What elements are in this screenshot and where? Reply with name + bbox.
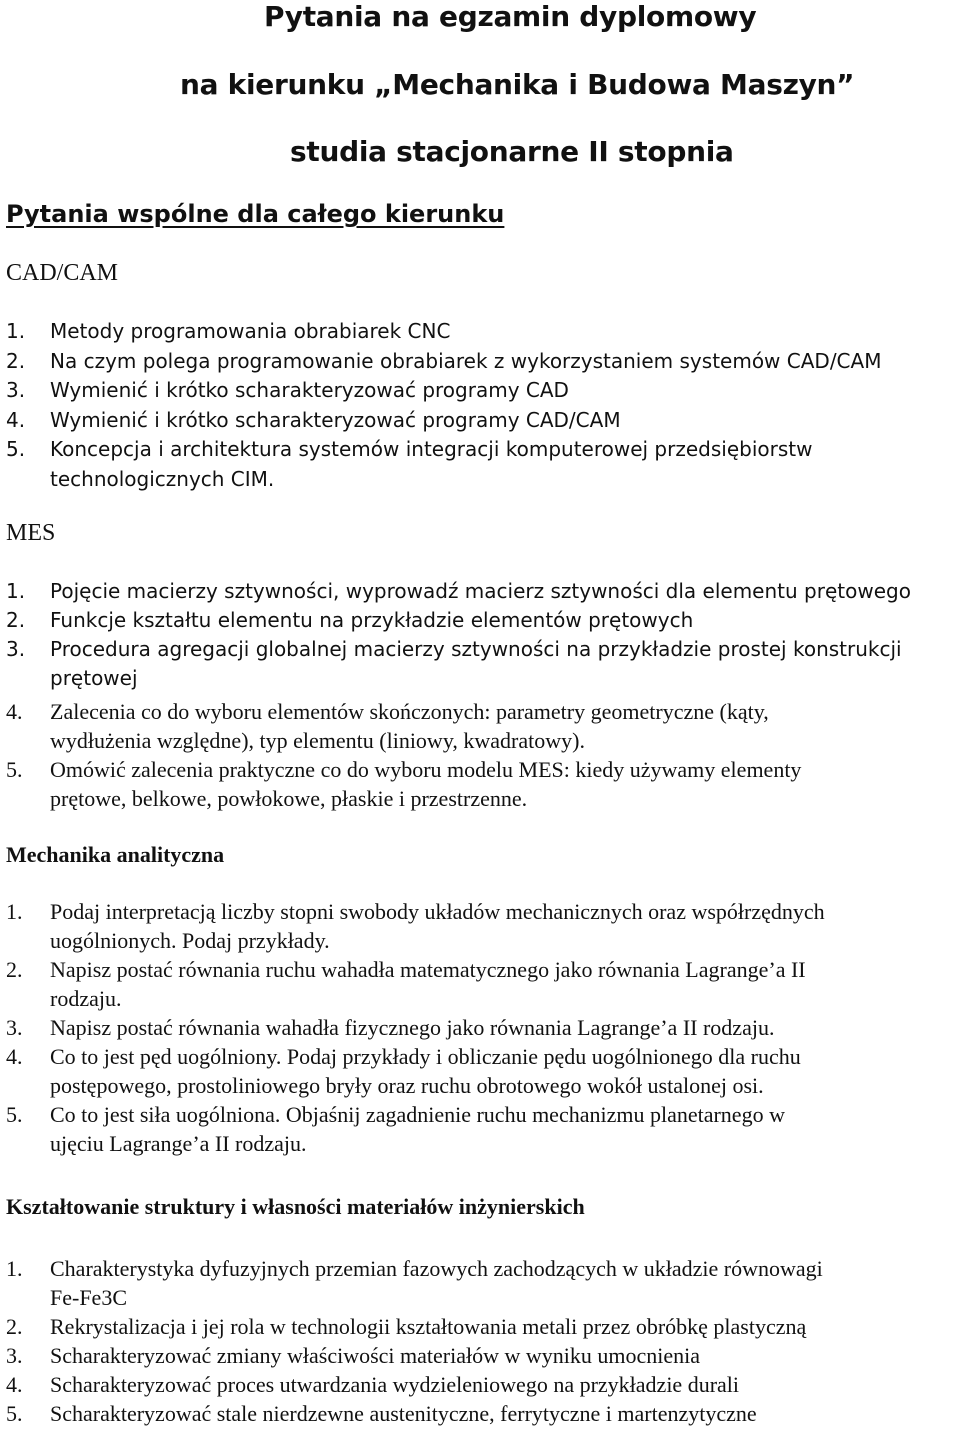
list-item — [6, 955, 825, 1013]
question-text: Napisz postać równania wahadła fizycznego jako równania Lagrange’a II rodzaju. — [50, 1015, 775, 1040]
question-number: 3. — [6, 1015, 23, 1040]
question-list-mechanics — [6, 897, 825, 1158]
question-number: 3. — [6, 1343, 23, 1368]
question-number: 2. — [6, 608, 26, 632]
list-item — [6, 406, 881, 436]
question-number: 4. — [6, 699, 23, 724]
question-text: Scharakteryzować proces utwardzania wydzieleniowego na przykładzie durali — [50, 1372, 740, 1397]
question-text: Zalecenia co do wyboru elementów skończonych: parametry geometryczne (kąty, wydłużenia względne), typ elementu (liniowy, kwadratowy). — [50, 699, 769, 753]
question-text: Na czym polega programowanie obrabiarek z wykorzystaniem systemów CAD/CAM — [50, 348, 882, 373]
common-section-heading: Pytania wspólne dla całego kierunku — [6, 200, 505, 228]
list-item — [6, 317, 881, 347]
list-item — [6, 635, 911, 693]
question-text: Procedura agregacji globalnej macierzy sztywności na przykładzie prostej konstrukcji prętowej — [50, 637, 902, 690]
question-text: Koncepcja i architektura systemów integracji komputerowej przedsiębiorstw technologicznych CIM. — [50, 437, 813, 491]
question-number: 2. — [6, 957, 23, 982]
list-item — [6, 1100, 825, 1158]
list-item — [6, 697, 801, 755]
question-number: 4. — [6, 407, 26, 432]
list-item — [6, 1399, 823, 1428]
question-number: 1. — [6, 579, 26, 603]
list-item — [6, 1254, 823, 1312]
question-number: 5. — [6, 1102, 23, 1127]
subject-heading-materials: Kształtowanie struktury i własności materiałów inżynierskich — [6, 1194, 585, 1219]
question-text: Napisz postać równania ruchu wahadła matematycznego jako równania Lagrange’a II rodzaju. — [50, 957, 806, 1011]
question-text: Wymienić i krótko scharakteryzować programy CAD — [50, 378, 569, 402]
question-text: Omówić zalecenia praktyczne co do wyboru modelu MES: kiedy używamy elementy prętowe, belkowe, powłokowe, płaskie i przestrzenne. — [50, 757, 802, 811]
subject-heading-mechanics: Mechanika analityczna — [6, 842, 225, 867]
subject-heading-cadcam: CAD/CAM — [6, 260, 119, 286]
document-field: na kierunku „Mechanika i Budowa Maszyn” — [180, 68, 855, 101]
list-item — [6, 1370, 823, 1399]
list-item — [6, 1341, 823, 1370]
question-number: 4. — [6, 1372, 23, 1397]
question-text: Charakterystyka dyfuzyjnych przemian fazowych zachodzących w układzie równowagi Fe-Fe3C — [50, 1256, 823, 1310]
question-text: Podaj interpretacją liczby stopni swobody układów mechanicznych oraz współrzędnych uogólnionych. Podaj przykłady. — [50, 899, 825, 953]
list-item — [6, 577, 911, 606]
list-item — [6, 897, 825, 955]
question-number: 1. — [6, 899, 23, 924]
question-number: 3. — [6, 378, 26, 402]
question-text: Scharakteryzować zmiany właściwości materiałów w wyniku umocnienia — [50, 1343, 700, 1368]
question-text: Wymienić i krótko scharakteryzować programy CAD/CAM — [50, 407, 621, 432]
document-title: Pytania na egzamin dyplomowy — [264, 0, 757, 33]
question-number: 2. — [6, 348, 26, 373]
question-text: Funkcje kształtu elementu na przykładzie elementów prętowych — [50, 608, 694, 632]
list-item — [6, 755, 801, 813]
subject-heading-mes: MES — [6, 520, 56, 546]
question-number: 1. — [6, 319, 26, 343]
question-number: 5. — [6, 757, 23, 782]
question-number: 5. — [6, 437, 26, 461]
question-text: Scharakteryzować stale nierdzewne austenityczne, ferrytyczne i martenzytyczne — [50, 1401, 757, 1426]
list-item — [6, 1013, 825, 1042]
question-number: 2. — [6, 1314, 23, 1339]
question-list-mes-continued — [6, 697, 801, 813]
question-number: 3. — [6, 637, 26, 661]
question-number: 5. — [6, 1401, 23, 1426]
list-item — [6, 435, 881, 494]
list-item — [6, 1312, 823, 1341]
question-text: Co to jest pęd uogólniony. Podaj przykłady i obliczanie pędu uogólnionego dla ruchu postępowego, prostoliniowego bryły oraz ruchu obrotowego wokół ustalonej osi. — [50, 1044, 801, 1098]
list-item — [6, 376, 881, 406]
question-number: 4. — [6, 1044, 23, 1069]
question-list-materials — [6, 1254, 823, 1428]
question-number: 1. — [6, 1256, 23, 1281]
list-item — [6, 606, 911, 635]
question-list-mes — [6, 577, 911, 693]
list-item — [6, 347, 881, 377]
question-list-cadcam — [6, 317, 881, 494]
document-mode: studia stacjonarne II stopnia — [290, 135, 734, 168]
question-text: Co to jest siła uogólniona. Objaśnij zagadnienie ruchu mechanizmu planetarnego w ujęciu Lagrange’a II rodzaju. — [50, 1102, 785, 1156]
list-item — [6, 1042, 825, 1100]
question-text: Metody programowania obrabiarek CNC — [50, 319, 451, 343]
question-text: Pojęcie macierzy sztywności, wyprowadź macierz sztywności dla elementu prętowego — [50, 579, 911, 603]
question-text: Rekrystalizacja i jej rola w technologii kształtowania metali przez obróbkę plastyczną — [50, 1314, 807, 1339]
